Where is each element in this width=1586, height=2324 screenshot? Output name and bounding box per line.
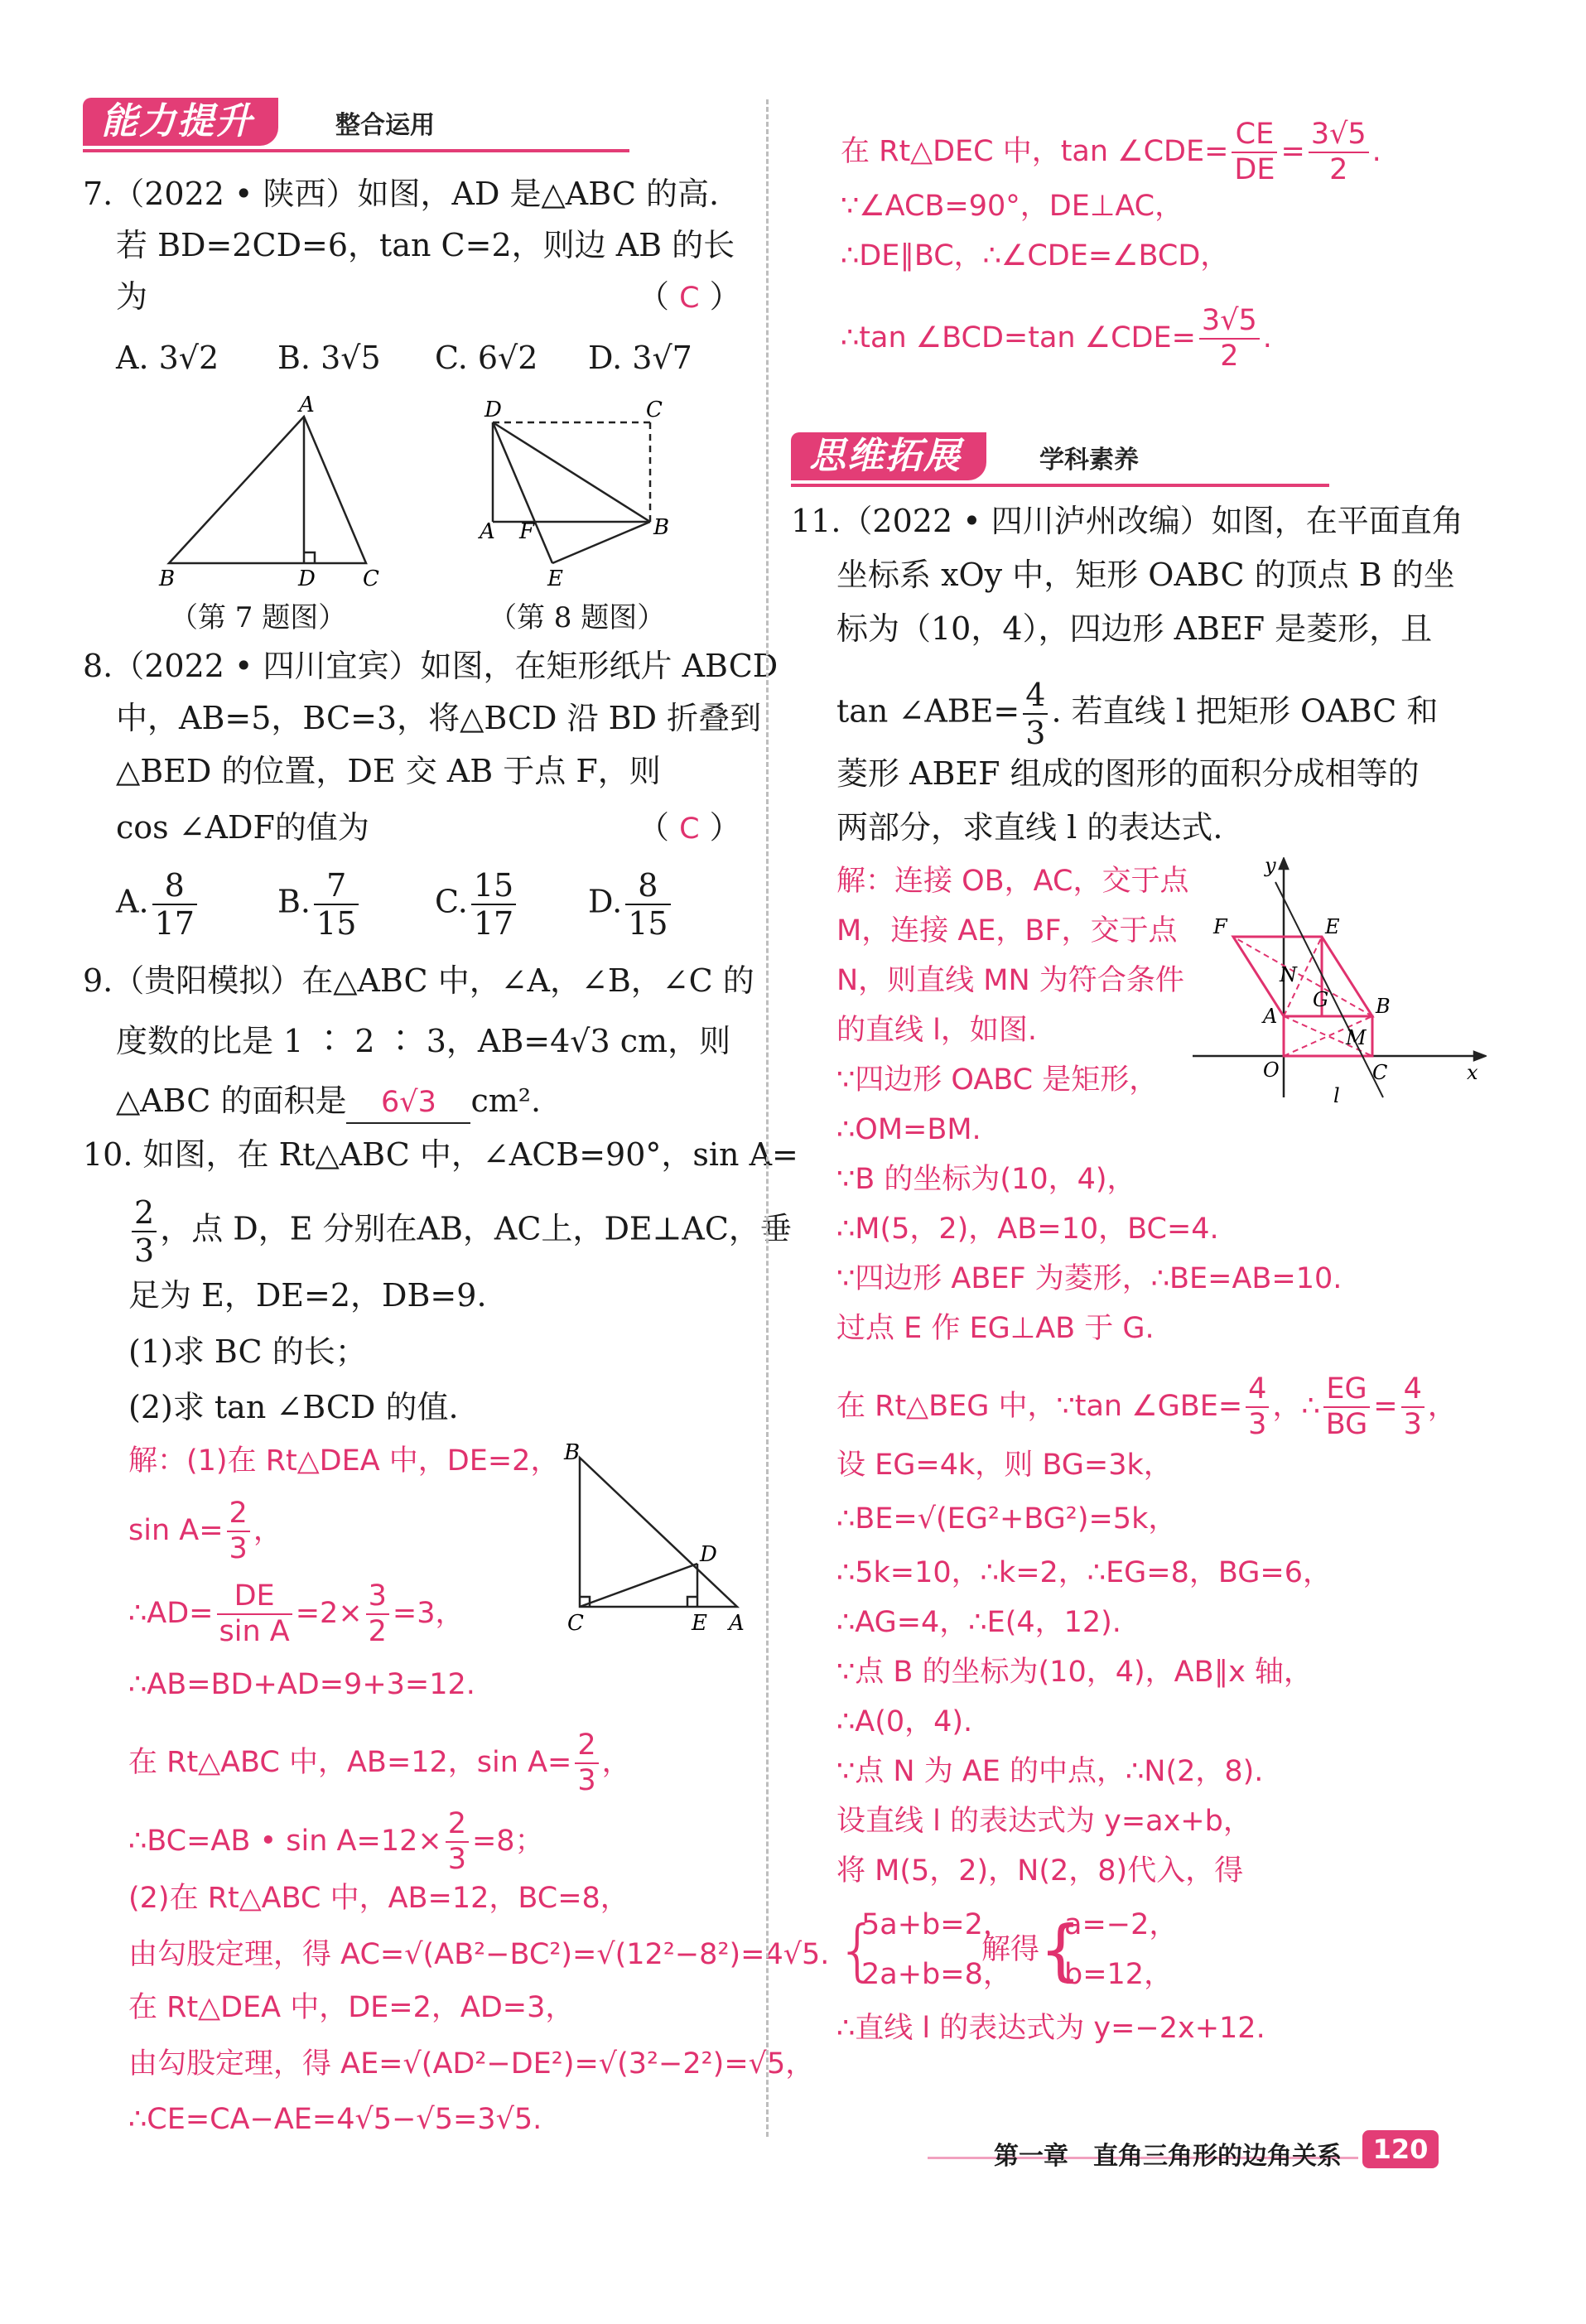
fig8-label-e: E: [547, 567, 563, 591]
q9-line-1: 9.（贵阳模拟）在△ABC 中，∠A，∠B，∠C 的: [83, 962, 754, 999]
q11-sol-3: N，则直线 MN 为符合条件: [836, 964, 1184, 997]
q11-sol-4: 的直线 l，如图.: [836, 1014, 1037, 1047]
q10-line-3: 足为 E，DE=2，DB=9.: [128, 1277, 487, 1314]
q11-sol-8: ∴M(5，2)，AB=10，BC=4.: [836, 1213, 1219, 1246]
q11-sol-15: ∴AG=4，∴E(4，12).: [836, 1606, 1121, 1639]
fig7-label-d: D: [298, 567, 316, 591]
q11-sol-20: 将 M(5，2)，N(2，8)代入，得: [836, 1854, 1244, 1888]
fig11-label-n: N: [1280, 963, 1297, 986]
q7-answer-paren: （ C ）: [638, 278, 741, 315]
q11-line-4: tan ∠ABE= $\frac{4}{3}$ . 若直线 l 把矩形 OABC 和: [836, 677, 1439, 751]
q11-sol-17: ∴A(0，4).: [836, 1705, 973, 1738]
q11-line-3: 标为（10，4），四边形 ABEF 是菱形，且: [836, 610, 1433, 647]
fig7-label-c: C: [363, 567, 379, 591]
q11-line-5: 菱形 ABEF 组成的图形的面积分成相等的: [836, 755, 1420, 792]
q11-result-b: b=12，: [1064, 1958, 1174, 1991]
fig11-label-a: A: [1263, 1005, 1278, 1028]
fig11-label-g: G: [1313, 988, 1329, 1011]
footer-chapter: 第一章 直角三角形的边角关系: [994, 2142, 1342, 2171]
fig10-label-a: A: [729, 1611, 745, 1636]
q11-solve-word: 解得: [981, 1933, 1040, 1966]
q7-line-2: 若 BD=2CD=6，tan C=2，则边 AB 的长: [116, 227, 735, 263]
q10-sol-11: ∴CE=CA−AE=4√5−√5=3√5.: [128, 2103, 542, 2136]
fig10-label-d: D: [700, 1542, 717, 1567]
fig7-label-b: B: [159, 567, 176, 591]
fig11-label-c: C: [1372, 1061, 1388, 1084]
q10-sol-3: ∴AD= $\frac{DE}{\text{sin A}}$ =2× $\frac{3}{2}$ =3，: [128, 1579, 465, 1648]
q7-option-a: A. 3√2: [116, 340, 219, 376]
fig10-right-angle-e: [687, 1597, 697, 1607]
q11-sol-19: 设直线 l 的表达式为 y=ax+b，: [836, 1805, 1252, 1838]
fig11-label-f: F: [1213, 915, 1227, 938]
fig10-label-c: C: [567, 1611, 584, 1636]
fig7-triangle: [169, 417, 366, 563]
banner-subtitle: 学科素养: [1039, 446, 1139, 475]
q11-sol-14: ∴5k=10，∴k=2，∴EG=8，BG=6，: [836, 1556, 1333, 1589]
q10-sol-10: 由勾股定理，得 AE=√(AD²−DE²)=√(3²−2²)=√5，: [128, 2047, 815, 2081]
q11-result-a: a=−2，: [1064, 1908, 1179, 1941]
q11-line-1: 11.（2022 • 四川泸州改编）如图，在平面直角: [791, 503, 1463, 539]
fig11-x-arrow: [1474, 1052, 1485, 1060]
fig8-label-b: B: [653, 515, 670, 540]
q10-sol-13: ∵∠ACB=90°，DE⊥AC，: [841, 190, 1184, 223]
q11-sol-21: ∴直线 l 的表达式为 y=−2x+12.: [836, 2012, 1265, 2045]
fig11-label-y: y: [1265, 857, 1276, 877]
fig8-label-f: F: [519, 519, 535, 544]
q11-sol-16: ∵点 B 的坐标为(10，4)，AB∥x 轴，: [836, 1656, 1313, 1689]
fig11-label-b: B: [1376, 995, 1391, 1018]
section-banner-thinking: [791, 432, 1329, 490]
q10-line-1: 10. 如图，在 Rt△ABC 中，∠ACB=90°，sin A=: [83, 1136, 798, 1173]
column-divider: [766, 99, 769, 2137]
q10-sol-12: 在 Rt△DEC 中，tan ∠CDE= $\frac{CE}{DE}$ = $\frac{3√5}{2}$ .: [841, 118, 1381, 186]
figure-10: [551, 1441, 750, 1636]
fig8-label-a: A: [480, 519, 495, 544]
q8-option-b: B. $\frac{7}{15}$: [277, 870, 362, 939]
q10-line-2: $\frac{2}{3}$ ，点 D，E 分别在AB，AC上，DE⊥AC，垂: [128, 1197, 792, 1266]
figure-8: [476, 393, 683, 596]
section-banner-ability: [83, 98, 629, 156]
fig11-label-x: x: [1467, 1061, 1478, 1084]
page-number: 120: [1362, 2130, 1439, 2168]
q8-line-3: △BED 的位置，DE 交 AB 于点 F，则: [116, 753, 661, 789]
fig11-line-l: [1275, 882, 1383, 1097]
fig8-diagonal-db: [493, 422, 650, 522]
q10-sol-8: 由勾股定理，得 AC=√(AB²−BC²)=√(12²−8²)=4√5.: [128, 1938, 830, 1971]
q9-line-2: 度数的比是 1 ∶ 2 ∶ 3，AB=4√3 cm，则: [116, 1023, 731, 1059]
q11-sol-2: M，连接 AE，BF，交于点: [836, 914, 1178, 947]
fig8-caption: （第 8 题图）: [489, 601, 666, 634]
q10-sol-4: ∴AB=BD+AD=9+3=12.: [128, 1668, 475, 1701]
q8-answer: C: [679, 812, 700, 846]
fig11-label-e: E: [1325, 915, 1340, 938]
figure-7: [149, 393, 398, 596]
q11-sol-6: ∴OM=BM.: [836, 1113, 981, 1146]
q7-line-3: 为: [116, 278, 148, 315]
fig11-label-l: l: [1333, 1084, 1340, 1106]
q10-line-5: (2)求 tan ∠BCD 的值.: [128, 1389, 459, 1425]
q10-line-4: (1)求 BC 的长；: [128, 1333, 367, 1370]
q8-line-4: cos ∠ADF的值为: [116, 809, 369, 846]
q10-sol-14: ∴DE∥BC，∴∠CDE=∠BCD，: [841, 239, 1230, 272]
q9-answer: 6√3: [381, 1086, 436, 1119]
q11-sol-12: 设 EG=4k，则 BG=3k，: [836, 1449, 1173, 1482]
q11-line-2: 坐标系 xOy 中，矩形 OABC 的顶点 B 的坐: [836, 557, 1455, 593]
q7-option-d: D. 3√7: [588, 340, 692, 376]
q10-sol-7: (2)在 Rt△ABC 中，AB=12，BC=8，: [128, 1882, 629, 1915]
banner-title: 能力提升: [83, 98, 278, 146]
fig10-label-b: B: [564, 1441, 581, 1465]
q11-sol-7: ∵B 的坐标为(10，4)，: [836, 1163, 1136, 1196]
fig7-caption: （第 7 题图）: [170, 601, 347, 634]
fig8-fold-eb: [552, 522, 650, 563]
fig8-label-c: C: [646, 398, 663, 422]
q11-sol-5: ∵四边形 OABC 是矩形，: [836, 1063, 1159, 1097]
q11-sys-eq-1: 5a+b=2，: [861, 1908, 1012, 1941]
q11-sol-11: 在 Rt△BEG 中，∵tan ∠GBE= $\frac{4}{3}$ ，∴ $\frac{EG}{BG}$ = $\frac{4}{3}$ ，: [836, 1372, 1457, 1441]
fig8-label-d: D: [484, 398, 502, 422]
banner-subtitle: 整合运用: [335, 111, 435, 140]
q7-line-1: 7.（2022 • 陕西）如图，AD 是△ABC 的高.: [83, 176, 720, 212]
q11-line-6: 两部分，求直线 l 的表达式.: [836, 809, 1223, 846]
q11-sol-1: 解：连接 OB，AC，交于点: [836, 865, 1189, 898]
fig7-right-angle: [304, 552, 315, 563]
q7-answer: C: [679, 282, 700, 315]
fig11-diagonal-bf: [1233, 937, 1372, 1016]
q8-line-2: 中，AB=5，BC=3，将△BCD 沿 BD 折叠到: [116, 700, 762, 736]
q10-sol-9: 在 Rt△DEA 中，DE=2，AD=3，: [128, 1991, 575, 2024]
figure-11: [1188, 857, 1487, 1106]
page: 能力提升 整合运用 7.（2022 • 陕西）如图，AD 是△ABC 的高. 若 BD=2CD=6，tan C=2，则边 AB 的长 为 （ C ） A. 3√2 B. 3√5 C. 6√2 D. 3√7 A B D C （第 7 题图） D C A F B E （第 8 题图） 8.（2022 • 四川宜宾）如图，在矩形纸片 ABCD 中，AB=5，BC=3，将△BCD 沿 BD 折叠到 △BED 的位置，DE 交 AB 于点 F，则 cos ∠ADF的值为 （ C ） A. $\frac{8}{17}$ B. $\frac{7}{15}$ C. $\frac{15}{17}$ D. $\frac{8}{15}$ 9.（贵阳模拟）在△ABC 中，∠A，∠B，∠C 的 度数的比是 1 ∶ 2 ∶ 3，AB=4√3 cm，则 △ABC 的面积是 6√3 cm². 10. 如图，在 Rt△ABC 中，∠ACB=90°，sin A= $\frac{2}{3}$ ，点 D，E 分别在AB，AC上，DE⊥AC，垂 足为 E，DE=2，DB=9. (1)求 BC 的长； (2)求 tan ∠BCD 的值. 解：(1)在 Rt△DEA 中，DE=2， sin A= $\frac{2}{3}$ ， ∴AD= $\frac{DE}{\text{sin A}}$ =2× $\frac{3}{2}$ =3， ∴AB=BD+AD=9+3=12. 在 Rt△ABC 中，AB=12，sin A= $\frac{2}{3}$ ， ∴BC=AB • sin A=12× $\frac{2}{3}$ =8； (2)在 Rt△ABC 中，AB=12，BC=8， 由勾股定理，得 AC=√(AB²−BC²)=√(12²−8²)=4√5. 在 Rt△DEA 中，DE=2，AD=3， 由勾股定理，得 AE=√(AD²−DE²)=√(3²−2²)=√5， ∴CE=CA−AE=4√5−√5=3√5. B D C E A 在 Rt△DEC 中，tan ∠CDE= $\frac{CE}{DE}$ = $\frac{3√5}{2}$ . ∵∠ACB=90°，DE⊥AC， ∴DE∥BC，∴∠CDE=∠BCD， ∴tan ∠BCD=tan ∠CDE= $\frac{3√5}{2}$ . 思维拓展 学科素养 11.（2022 • 四川泸州改编）如图，在平面直角 坐标系 xOy 中，矩形 OABC 的顶点 B 的坐 标为（10，4），四边形 ABEF 是菱形，且 tan ∠ABE= $\frac{4}{3}$ . 若直线 l 把矩形 OABC 和 菱形 ABEF 组成的图形的面积分成相等的 两部分，求直线 l 的表达式. 解：连接 OB，AC，交于点 M，连接 AE，BF，交于点 N，则直线 MN 为符合条件 的直线 l，如图. ∵四边形 OABC 是矩形， ∴OM=BM. ∵B 的坐标为(10，4)， ∴M(5，2)，AB=10，BC=4. ∵四边形 ABEF 为菱形，∴BE=AB=10. 过点 E 作 EG⊥AB 于 G. 在 Rt△BEG 中，∵tan ∠GBE= $\frac{4}{3}$ ，∴ $\frac{EG}{BG}$ = $\frac{4}{3}$ ， 设 EG=4k，则 BG=3k， ∴BE=√(EG²+BG²)=5k， ∴5k=10，∴k=2，∴EG=8，BG=6， ∴AG=4，∴E(4，12). ∵点 B 的坐标为(10，4)，AB∥x 轴， ∴A(0，4). ∵点 N 为 AE 的中点，∴N(2，8). 设直线 l 的表达式为 y=ax+b， 将 M(5，2)，N(2，8)代入，得 { 5a+b=2， 2a+b=8， 解得 { a=−2， b=12， ∴直线 l 的表达式为 y=−2x+12. y x O A B C E F G M N l 第一章 直角三角形的边角关系 120: [0, 0, 1586, 2324]
q11-sol-18: ∵点 N 为 AE 的中点，∴N(2，8).: [836, 1755, 1264, 1788]
q10-sol-5: 在 Rt△ABC 中，AB=12，sin A= $\frac{2}{3}$ ，: [128, 1729, 631, 1797]
q10-sol-2: sin A= $\frac{2}{3}$ ，: [128, 1497, 282, 1565]
q9-line-3: △ABC 的面积是 6√3 cm².: [116, 1081, 541, 1124]
fig7-label-a: A: [299, 393, 315, 417]
q8-answer-paren: （ C ）: [638, 809, 741, 846]
q7-option-c: C. 6√2: [435, 340, 538, 376]
q8-option-d: D. $\frac{8}{15}$: [588, 870, 674, 939]
q8-line-1: 8.（2022 • 四川宜宾）如图，在矩形纸片 ABCD: [83, 648, 779, 684]
q10-sol-6: ∴BC=AB • sin A=12× $\frac{2}{3}$ =8；: [128, 1807, 544, 1876]
q7-option-b: B. 3√5: [277, 340, 381, 376]
fig11-y-arrow: [1280, 859, 1288, 869]
q11-sol-10: 过点 E 作 EG⊥AB 于 G.: [836, 1312, 1155, 1345]
q8-option-a: A. $\frac{8}{17}$: [116, 870, 200, 939]
fig11-label-m: M: [1346, 1026, 1367, 1049]
q8-option-c: C. $\frac{15}{17}$: [435, 870, 519, 939]
q10-sol-1: 解：(1)在 Rt△DEA 中，DE=2，: [128, 1444, 560, 1478]
q11-sol-9: ∵四边形 ABEF 为菱形，∴BE=AB=10.: [836, 1262, 1343, 1295]
banner-title: 思维拓展: [791, 432, 986, 480]
q11-sys-eq-2: 2a+b=8，: [861, 1958, 1012, 1991]
fig10-label-e: E: [692, 1611, 707, 1636]
fig10-triangle: [580, 1458, 737, 1607]
fig10-segment-cd: [580, 1564, 697, 1607]
q10-sol-15: ∴tan ∠BCD=tan ∠CDE= $\frac{3√5}{2}$ .: [841, 304, 1272, 373]
q11-sol-13: ∴BE=√(EG²+BG²)=5k，: [836, 1502, 1178, 1536]
fig11-label-o: O: [1263, 1058, 1280, 1082]
